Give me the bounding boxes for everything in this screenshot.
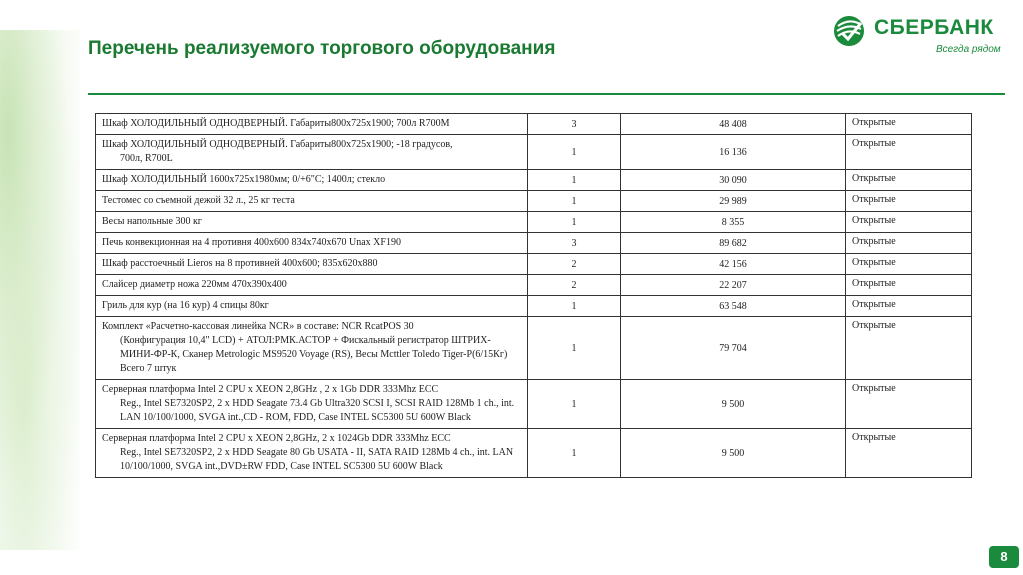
cell-quantity: 1 [528,317,621,380]
item-name: Слайсер диаметр ножа 220мм 470х390х400 [102,279,287,290]
cell-status: Открытые [846,254,972,275]
cell-quantity: 2 [528,275,621,296]
cell-name [96,429,528,478]
cell-quantity: 1 [528,135,621,170]
cell-name [96,275,528,296]
table-row [96,212,972,233]
table-row [96,254,972,275]
table-row [96,317,972,380]
sberbank-logo-icon [832,14,866,48]
cell-name [96,233,528,254]
item-name-continued: (Конфигурация 10,4" LCD) + АТОЛ:РМК.АСТОР + Фискальный регистратор ШТРИХ-МИНИ-ФР-К, Сканер Metrologic MS9520 Voyage (RS), Весы Mcttler Toledo Tiger-P(6/15Кг) Всего 7 штук [120,335,508,374]
cell-name [96,317,528,380]
item-name-continued: Reg., Intel SE7320SP2, 2 x HDD Seagate 80 Gb USATA - II, SATA RAID 128Mb 4 ch., int. LAN 10/100/1000, SVGA int.,DVD±RW FDD, Case INTEL SC5300 5U 600W Black [120,447,514,472]
cell-status: Открытые [846,191,972,212]
cell-name [96,114,528,135]
item-name: Шкаф ХОЛОДИЛЬНЫЙ ОДНОДВЕРНЫЙ. Габариты800х725х1900; -18 градусов, [102,139,453,150]
table-row [96,114,972,135]
header-divider [88,93,1005,95]
cell-quantity: 1 [528,296,621,317]
cell-status: Открытые [846,135,972,170]
table-row [96,275,972,296]
cell-status: Открытые [846,296,972,317]
sberbank-logo [832,12,1012,62]
cell-quantity: 3 [528,114,621,135]
cell-name [96,212,528,233]
cell-price: 22 207 [621,275,846,296]
table-row [96,233,972,254]
cell-name [96,191,528,212]
cell-name [96,170,528,191]
cell-status: Открытые [846,170,972,191]
cell-quantity: 3 [528,233,621,254]
cell-status: Открытые [846,233,972,254]
cell-price: 30 090 [621,170,846,191]
cell-quantity: 1 [528,212,621,233]
cell-price: 16 136 [621,135,846,170]
item-name: Шкаф расстоечный Lieros на 8 противней 400х600; 835х620х880 [102,258,378,269]
table-row [96,191,972,212]
item-name-continued: 700л, R700L [120,153,173,164]
page-number-badge: 8 [989,546,1019,568]
equipment-table [95,113,972,478]
cell-price: 9 500 [621,429,846,478]
cell-price: 48 408 [621,114,846,135]
table-row [96,429,972,478]
item-name: Серверная платформа Intel 2 CPU x XEON 2,8GHz, 2 x 1024Gb DDR 333Mhz ECC [102,433,451,444]
leaf-background [0,30,80,550]
cell-status: Открытые [846,380,972,429]
item-name: Комплект «Расчетно-кассовая линейка NCR» в составе: NCR RcatPOS 30 [102,321,414,332]
item-name: Шкаф ХОЛОДИЛЬНЫЙ ОДНОДВЕРНЫЙ. Габариты800х725х1900; 700л R700M [102,118,450,129]
table-row [96,296,972,317]
table-row [96,170,972,191]
cell-quantity: 1 [528,170,621,191]
cell-price: 63 548 [621,296,846,317]
cell-status: Открытые [846,317,972,380]
cell-name [96,135,528,170]
logo-name: СБЕРБАНК [874,16,994,39]
cell-price: 8 355 [621,212,846,233]
cell-quantity: 1 [528,380,621,429]
item-name: Шкаф ХОЛОДИЛЬНЫЙ 1600х725х1980мм; 0/+6"С; 1400л; стекло [102,174,386,185]
cell-price: 29 989 [621,191,846,212]
cell-quantity: 1 [528,429,621,478]
logo-slogan: Всегда рядом [936,44,1001,55]
cell-status: Открытые [846,114,972,135]
cell-price: 79 704 [621,317,846,380]
item-name: Весы напольные 300 кг [102,216,202,227]
cell-name [96,254,528,275]
cell-quantity: 2 [528,254,621,275]
cell-status: Открытые [846,429,972,478]
item-name: Тестомес со съемной дежой 32 л., 25 кг теста [102,195,295,206]
cell-name [96,296,528,317]
cell-price: 9 500 [621,380,846,429]
table-row [96,135,972,170]
cell-name [96,380,528,429]
cell-status: Открытые [846,275,972,296]
page-title: Перечень реализуемого торгового оборудования [88,38,556,59]
cell-price: 42 156 [621,254,846,275]
cell-price: 89 682 [621,233,846,254]
item-name: Серверная платформа Intel 2 CPU x XEON 2,8GHz , 2 x 1Gb DDR 333Mhz ECC [102,384,439,395]
item-name-continued: Reg., Intel SE7320SP2, 2 x HDD Seagate 73.4 Gb Ultra320 SCSI I, SCSI RAID 128Mb 1 ch., int. LAN 10/100/1000, SVGA int.,CD - ROM, FDD, Case INTEL SC5300 5U 600W Black [120,398,515,423]
cell-quantity: 1 [528,191,621,212]
cell-status: Открытые [846,212,972,233]
table-row [96,380,972,429]
item-name: Печь конвекционная на 4 противня 400х600 834х740х670 Unax XF190 [102,237,401,248]
item-name: Гриль для кур (на 16 кур) 4 спицы 80кг [102,300,269,311]
